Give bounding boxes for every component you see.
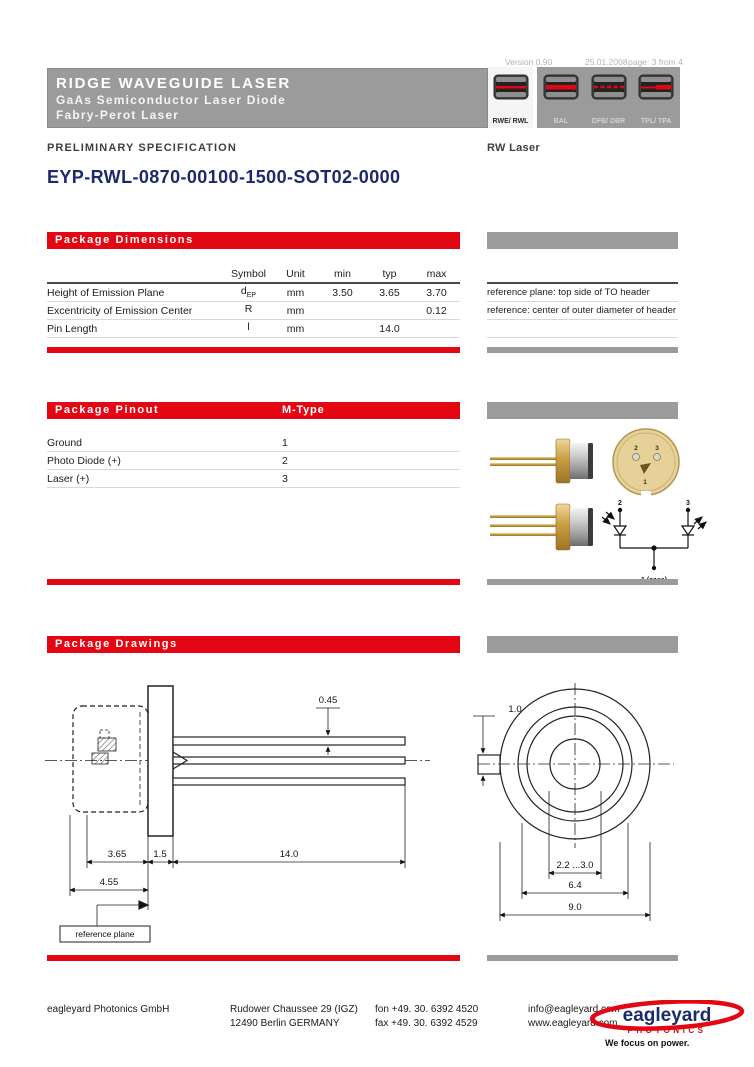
svg-text:1: 1 — [643, 479, 647, 486]
product-subtitle-2: Fabry-Perot Laser — [56, 108, 180, 122]
section-title: Package Drawings — [55, 638, 178, 650]
footer-address — [230, 1003, 358, 1031]
svg-text:PHOTONICS: PHOTONICS — [627, 1026, 707, 1035]
svg-text:1.0: 1.0 — [508, 704, 522, 715]
product-subtitle-1: GaAs Semiconductor Laser Diode — [56, 93, 287, 107]
param-symbol: $d_{EP}$ — [240, 285, 257, 300]
tab-bal-label: BAL — [553, 118, 569, 125]
svg-text:6.4: 6.4 — [568, 880, 582, 891]
tab-rwe-rwl-label: RWE/ RWL — [492, 118, 529, 125]
tab-rwe-rwl[interactable] — [488, 67, 533, 128]
note-reference-plane: reference plane: top side of TO header — [487, 284, 678, 302]
param-unit: mm — [286, 304, 305, 317]
dimension-notes-panel — [487, 265, 678, 338]
footer-phone — [375, 1003, 478, 1031]
section-title: Package Dimensions — [55, 234, 194, 246]
param-min: 3.50 — [332, 286, 353, 299]
rwl-chip-icon — [493, 74, 529, 100]
product-type-label: RW Laser — [487, 142, 540, 154]
logo-slogan: We focus on power. — [605, 1038, 690, 1048]
svg-text:4.55: 4.55 — [99, 877, 119, 888]
col-typ: typ — [382, 268, 397, 280]
section-sidebar-bar — [487, 636, 678, 653]
svg-text:eagleyard: eagleyard — [622, 1005, 712, 1026]
date-label: 25.01.2008 — [585, 57, 628, 67]
footer-company: eagleyard Photonics GmbH — [47, 1004, 170, 1015]
param-max: 3.70 — [426, 286, 447, 299]
tab-dfb-dbr-label: DFB/ DBR — [591, 118, 626, 125]
param-max: 0.12 — [426, 304, 447, 317]
section-footer-bar — [47, 955, 460, 961]
col-unit: Unit — [286, 268, 305, 280]
col-min: min — [334, 268, 351, 280]
footer-address-line2: 12490 Berlin GERMANY — [230, 1018, 340, 1029]
param-unit: mm — [286, 286, 305, 299]
svg-text:2: 2 — [618, 500, 622, 507]
version-label: Version 0.90 — [505, 57, 553, 67]
pin-number: 2 — [282, 454, 288, 467]
product-header-banner — [47, 68, 488, 128]
param-symbol: R — [244, 303, 253, 316]
param-unit: mm — [286, 322, 305, 335]
note-reference-center: reference: center of outer diameter of header — [487, 302, 678, 320]
tab-tpl-tpa-label: TPL/ TPA — [640, 118, 672, 125]
footer-fax: fax +49. 30. 6392 4529 — [375, 1018, 478, 1029]
pin-number: 1 — [282, 436, 288, 449]
tab-tpl-tpa[interactable] — [632, 67, 680, 128]
table-row — [47, 302, 460, 320]
footer-fon: fon +49. 30. 6392 4520 — [375, 1004, 479, 1015]
eagleyard-logo — [588, 1000, 746, 1036]
product-tab-strip — [537, 67, 680, 128]
section-header-package-drawings — [47, 636, 460, 653]
table-row — [47, 434, 460, 452]
to-header-bottom-view — [610, 428, 682, 500]
section-header-package-pinout — [47, 402, 460, 419]
pin-function: Ground — [47, 436, 83, 449]
table-row — [47, 284, 460, 302]
param-typ: 3.65 — [379, 286, 400, 299]
pinout-schematic — [598, 496, 710, 588]
svg-text:1.5: 1.5 — [153, 849, 167, 860]
page-number-label: page: 3 from 4 — [628, 57, 683, 67]
footer-email-link[interactable]: info@eagleyard.com — [528, 1004, 620, 1015]
table-row — [47, 470, 460, 488]
param-name: Excentricity of Emission Center — [47, 304, 193, 317]
pin-number: 3 — [282, 472, 288, 485]
svg-text:9.0: 9.0 — [568, 902, 582, 913]
table-row — [47, 452, 460, 470]
dfb-chip-icon — [591, 74, 627, 100]
tab-bal[interactable] — [537, 67, 585, 128]
param-symbol: l — [247, 321, 250, 334]
to-can-photo-top — [490, 434, 595, 486]
param-name: Pin Length — [47, 322, 98, 335]
svg-text:3.65: 3.65 — [107, 849, 127, 860]
section-header-package-dimensions — [47, 232, 460, 249]
package-technical-drawing — [40, 660, 730, 960]
param-name: Height of Emission Plane — [47, 286, 165, 299]
section-sidebar-bar — [487, 402, 678, 419]
part-number-title: EYP-RWL-0870-00100-1500-SOT02-0000 — [47, 167, 401, 187]
section-footer-bar-gray — [487, 955, 678, 961]
svg-text:2: 2 — [634, 445, 638, 452]
footer-web-link[interactable]: www.eagleyard.com — [528, 1018, 618, 1029]
svg-text:0.45: 0.45 — [318, 695, 338, 706]
svg-text:3: 3 — [655, 445, 659, 452]
dimensions-header-row — [47, 265, 460, 284]
section-footer-bar-gray — [487, 579, 678, 585]
tpl-chip-icon — [638, 74, 674, 100]
section-title: Package Pinout — [55, 404, 160, 416]
table-row — [47, 320, 460, 338]
section-footer-bar — [47, 347, 460, 353]
package-pinout-table — [47, 434, 460, 488]
product-family-title: RIDGE WAVEGUIDE LASER — [56, 75, 292, 92]
footer-address-line1: Rudower Chaussee 29 (IGZ) — [230, 1004, 358, 1015]
pinout-type-label: M-Type — [282, 404, 325, 416]
section-footer-bar — [47, 579, 460, 585]
param-typ: 14.0 — [379, 322, 400, 335]
col-symbol: Symbol — [230, 268, 266, 280]
section-footer-bar-gray — [487, 347, 678, 353]
pin-function: Photo Diode (+) — [47, 454, 121, 467]
tab-dfb-dbr[interactable] — [585, 67, 633, 128]
bal-chip-icon — [543, 74, 579, 100]
pin-function: Laser (+) — [47, 472, 90, 485]
svg-text:2.2 ...3.0: 2.2 ...3.0 — [556, 860, 594, 871]
section-sidebar-bar — [487, 232, 678, 249]
package-dimensions-table — [47, 265, 460, 338]
to-can-photo-bottom — [490, 500, 595, 556]
svg-text:3: 3 — [686, 500, 690, 507]
svg-text:reference plane: reference plane — [75, 929, 135, 939]
spec-status-label: PRELIMINARY SPECIFICATION — [47, 142, 237, 154]
note-empty-row — [487, 320, 678, 338]
svg-text:14.0: 14.0 — [279, 849, 299, 860]
col-max: max — [426, 268, 447, 280]
